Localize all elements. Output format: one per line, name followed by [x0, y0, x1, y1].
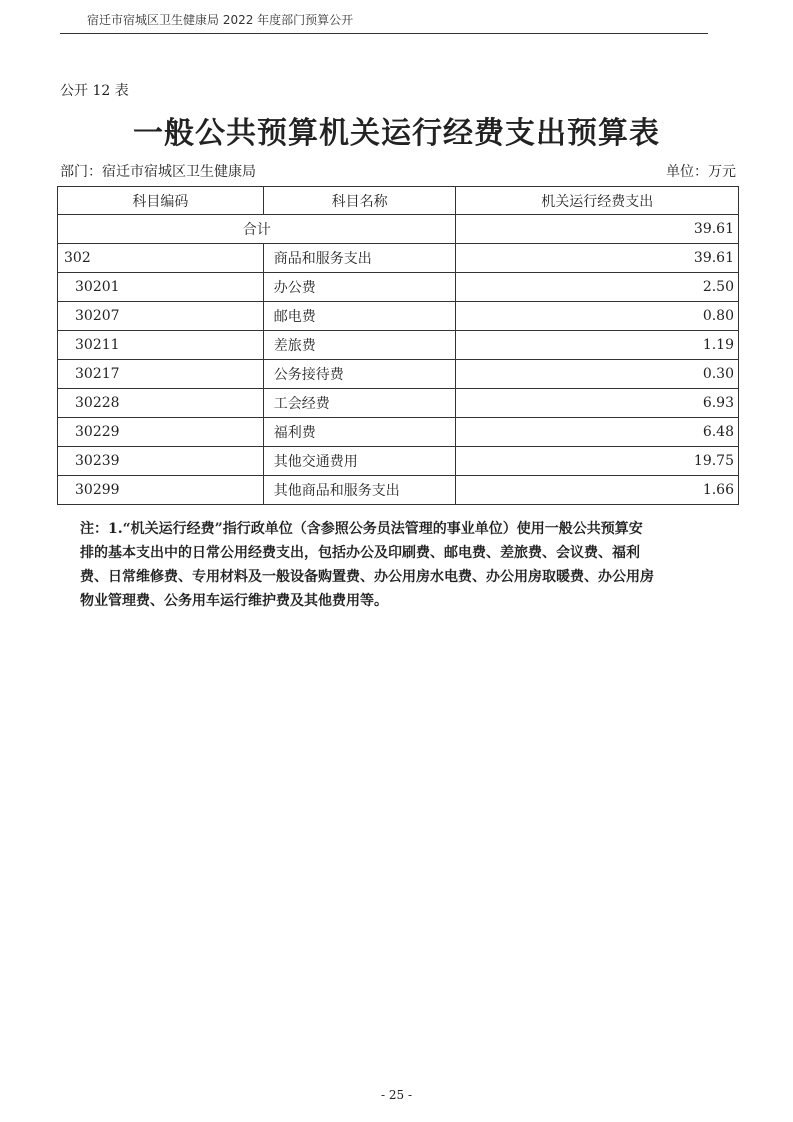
row-amount: 1.19 [456, 331, 739, 360]
form-number: 公开 12 表 [60, 83, 129, 99]
row-code: 30229 [58, 418, 264, 447]
budget-table [57, 186, 739, 505]
table-header-row [58, 187, 739, 215]
row-name: 差旅费 [263, 331, 456, 360]
page-number: - 25 - [380, 1088, 412, 1102]
footnote-line: 物业管理费、公务用车运行维护费及其他费用等。 [80, 593, 388, 609]
row-amount: 2.50 [456, 273, 739, 302]
table-row [58, 244, 739, 273]
row-amount: 19.75 [456, 447, 739, 476]
table-row [58, 447, 739, 476]
column-header-amount: 机关运行经费支出 [456, 187, 739, 215]
footnote [80, 517, 720, 613]
row-name: 其他商品和服务支出 [263, 476, 456, 505]
unit-label: 单位：万元 [666, 164, 736, 180]
row-name: 工会经费 [263, 389, 456, 418]
total-amount: 39.61 [456, 215, 739, 244]
footnote-line: 注：1.“机关运行经费”指行政单位（含参照公务员法管理的事业单位）使用一般公共预算安 [80, 521, 643, 537]
row-name: 福利费 [263, 418, 456, 447]
column-header-code: 科目编码 [58, 187, 264, 215]
row-amount: 6.93 [456, 389, 739, 418]
row-code: 30201 [58, 273, 264, 302]
row-code: 30211 [58, 331, 264, 360]
row-amount: 0.80 [456, 302, 739, 331]
row-amount: 39.61 [456, 244, 739, 273]
running-header: 宿迁市宿城区卫生健康局 2022 年度部门预算公开 [87, 13, 354, 27]
table-row [58, 273, 739, 302]
row-amount: 1.66 [456, 476, 739, 505]
department-label: 部门：宿迁市宿城区卫生健康局 [60, 164, 256, 180]
row-name: 其他交通费用 [263, 447, 456, 476]
row-name: 公务接待费 [263, 360, 456, 389]
total-row [58, 215, 739, 244]
table-row [58, 331, 739, 360]
row-name: 邮电费 [263, 302, 456, 331]
meta-row [60, 161, 736, 181]
table-row [58, 302, 739, 331]
row-code: 302 [58, 244, 264, 273]
table-row [58, 389, 739, 418]
row-code: 30299 [58, 476, 264, 505]
table-row [58, 360, 739, 389]
row-name: 商品和服务支出 [263, 244, 456, 273]
table-row [58, 418, 739, 447]
row-code: 30217 [58, 360, 264, 389]
footnote-line: 费、日常维修费、专用材料及一般设备购置费、办公用房水电费、办公用房取暖费、办公用房 [80, 569, 654, 585]
row-name: 办公费 [263, 273, 456, 302]
row-amount: 0.30 [456, 360, 739, 389]
row-code: 30207 [58, 302, 264, 331]
row-code: 30239 [58, 447, 264, 476]
total-label: 合计 [58, 215, 456, 244]
table-row [58, 476, 739, 505]
page-title: 一般公共预算机关运行经费支出预算表 [133, 116, 660, 151]
row-amount: 6.48 [456, 418, 739, 447]
row-code: 30228 [58, 389, 264, 418]
column-header-name: 科目名称 [263, 187, 456, 215]
footnote-line: 排的基本支出中的日常公用经费支出，包括办公及印刷费、邮电费、差旅费、会议费、福利 [80, 545, 640, 561]
header-divider [60, 33, 708, 34]
